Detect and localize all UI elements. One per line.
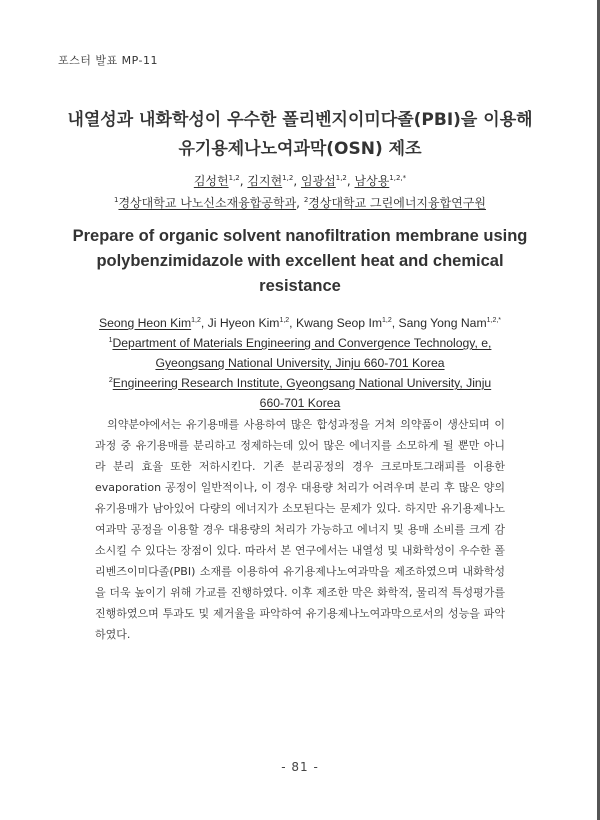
- author-name: Kwang Seop Im: [295, 316, 382, 330]
- author-affiliation-mark: 1,2: [191, 316, 201, 324]
- author-name: Sang Yong Nam: [398, 316, 487, 330]
- affiliation-text: 660-701 Korea: [259, 396, 341, 410]
- english-affiliation-2: [0, 373, 600, 393]
- author-affiliation-mark: 1,2,*: [486, 316, 502, 324]
- korean-affiliations: $^1$경상대학교 나노신소재융합공학과, $^2$경상대학교 그린에너지융합연구원: [114, 196, 486, 210]
- english-title-line: resistance: [259, 277, 341, 295]
- korean-author-block: [0, 170, 600, 214]
- affiliation-text: 경상대학교 나노신소재융합공학과: [118, 196, 297, 210]
- author-affiliation-mark: 1,2: [335, 174, 347, 182]
- affiliation-text: Engineering Research Institute, Gyeongsang National University, Jinju: [112, 376, 492, 390]
- author-name: Seong Heon Kim: [98, 316, 192, 330]
- english-affiliation-1-cont: [0, 353, 600, 373]
- abstract-body: 의약분야에서는 유기용매를 사용하여 많은 합성과정을 거쳐 의약품이 생산되며 이 과정 중 유기용매를 분리하고 정제하는데 있어 많은 에너지를 소모하게 될 뿐만 아니라 분리 효율 또한 저하시킨다. 기존 분리공정의 경우 크로마토그래피를 이용한 evaporation 공정이 일반적이나, 이 경우 대용량 처리가 어려우며 분리 후 많은 양의 유기용매가 남아있어 다량의 에너지가 소모된다는 문제가 있다. 하지만 유기용제나노여과막 공정을 이용할 경우 대용량의 처리가 가능하고 에너지 및 용매 소비를 크게 감소시킬 수 있다는 장점이 있다. 따라서 본 연구에서는 내열성 및 내화학성이 우수한 폴리벤즈이미다졸(PBI) 소재를 이용하여 유기용제나노여과막을 제조하였으며 내화학성을 더욱 높이기 위해 가교를 진행하였다. 이후 제조한 막은 화학적, 물리적 특성평가를 진행하였으며 투과도 및 제거율을 파악하여 유기용제나노여과막으로서의 성능을 파악하였다.: [95, 418, 505, 641]
- author-name: 임광섭: [300, 174, 336, 188]
- author-affiliation-mark: 1,2: [382, 316, 392, 324]
- author-affiliation-mark: 1,2: [228, 174, 240, 182]
- page-number: - 81 -: [281, 760, 319, 774]
- author-affiliation-mark: 1,2: [279, 316, 290, 324]
- korean-title-line: 내열성과 내화학성이 우수한 폴리벤지이미다졸(PBI)을 이용해: [67, 110, 533, 130]
- english-affiliation-1: [0, 333, 600, 353]
- affiliation-text: 경상대학교 그린에너지융합연구원: [308, 196, 486, 210]
- korean-title-line: 유기용제나노여과막(OSN) 제조: [178, 139, 422, 159]
- author-name: Ji Hyeon Kim: [207, 316, 280, 330]
- english-author-block: [0, 313, 600, 413]
- author-name: 김지현: [247, 174, 283, 188]
- author-affiliation-mark: 1,2,*: [389, 174, 407, 182]
- korean-author-list: 김성헌$^{1,2}$, 김지현$^{1,2}$, 임광섭$^{1,2}$, 남상용$^{1,2,*}$: [193, 174, 407, 188]
- affiliation-text: Department of Materials Engineering and Convergence Technology, e,: [112, 336, 492, 350]
- author-name: 김성헌: [193, 174, 229, 188]
- author-name: 남상용: [354, 174, 390, 188]
- english-author-list: Seong Heon Kim$^{1,2}$, Ji Hyeon Kim$^{1,2}$, Kwang Seop Im$^{1,2}$, Sang Yong Nam$^{1,2,*}$: [98, 316, 502, 330]
- affiliation-number: 1: [114, 196, 119, 204]
- affiliation-number: 2: [303, 196, 309, 204]
- affiliation-number: 2: [108, 376, 113, 384]
- affiliation-number: 1: [108, 336, 113, 344]
- author-affiliation-mark: 1,2: [282, 174, 294, 182]
- english-title: [0, 224, 600, 299]
- english-title-line: polybenzimidazole with excellent heat and chemical: [96, 252, 504, 270]
- session-label: 포스터 발표 MP-11: [58, 54, 158, 67]
- english-title-line: Prepare of organic solvent nanofiltration membrane using: [72, 227, 528, 245]
- affiliation-text: Gyeongsang National University, Jinju 660-701 Korea: [155, 356, 445, 370]
- english-affiliation-2-cont: [0, 393, 600, 413]
- korean-title: [0, 106, 600, 164]
